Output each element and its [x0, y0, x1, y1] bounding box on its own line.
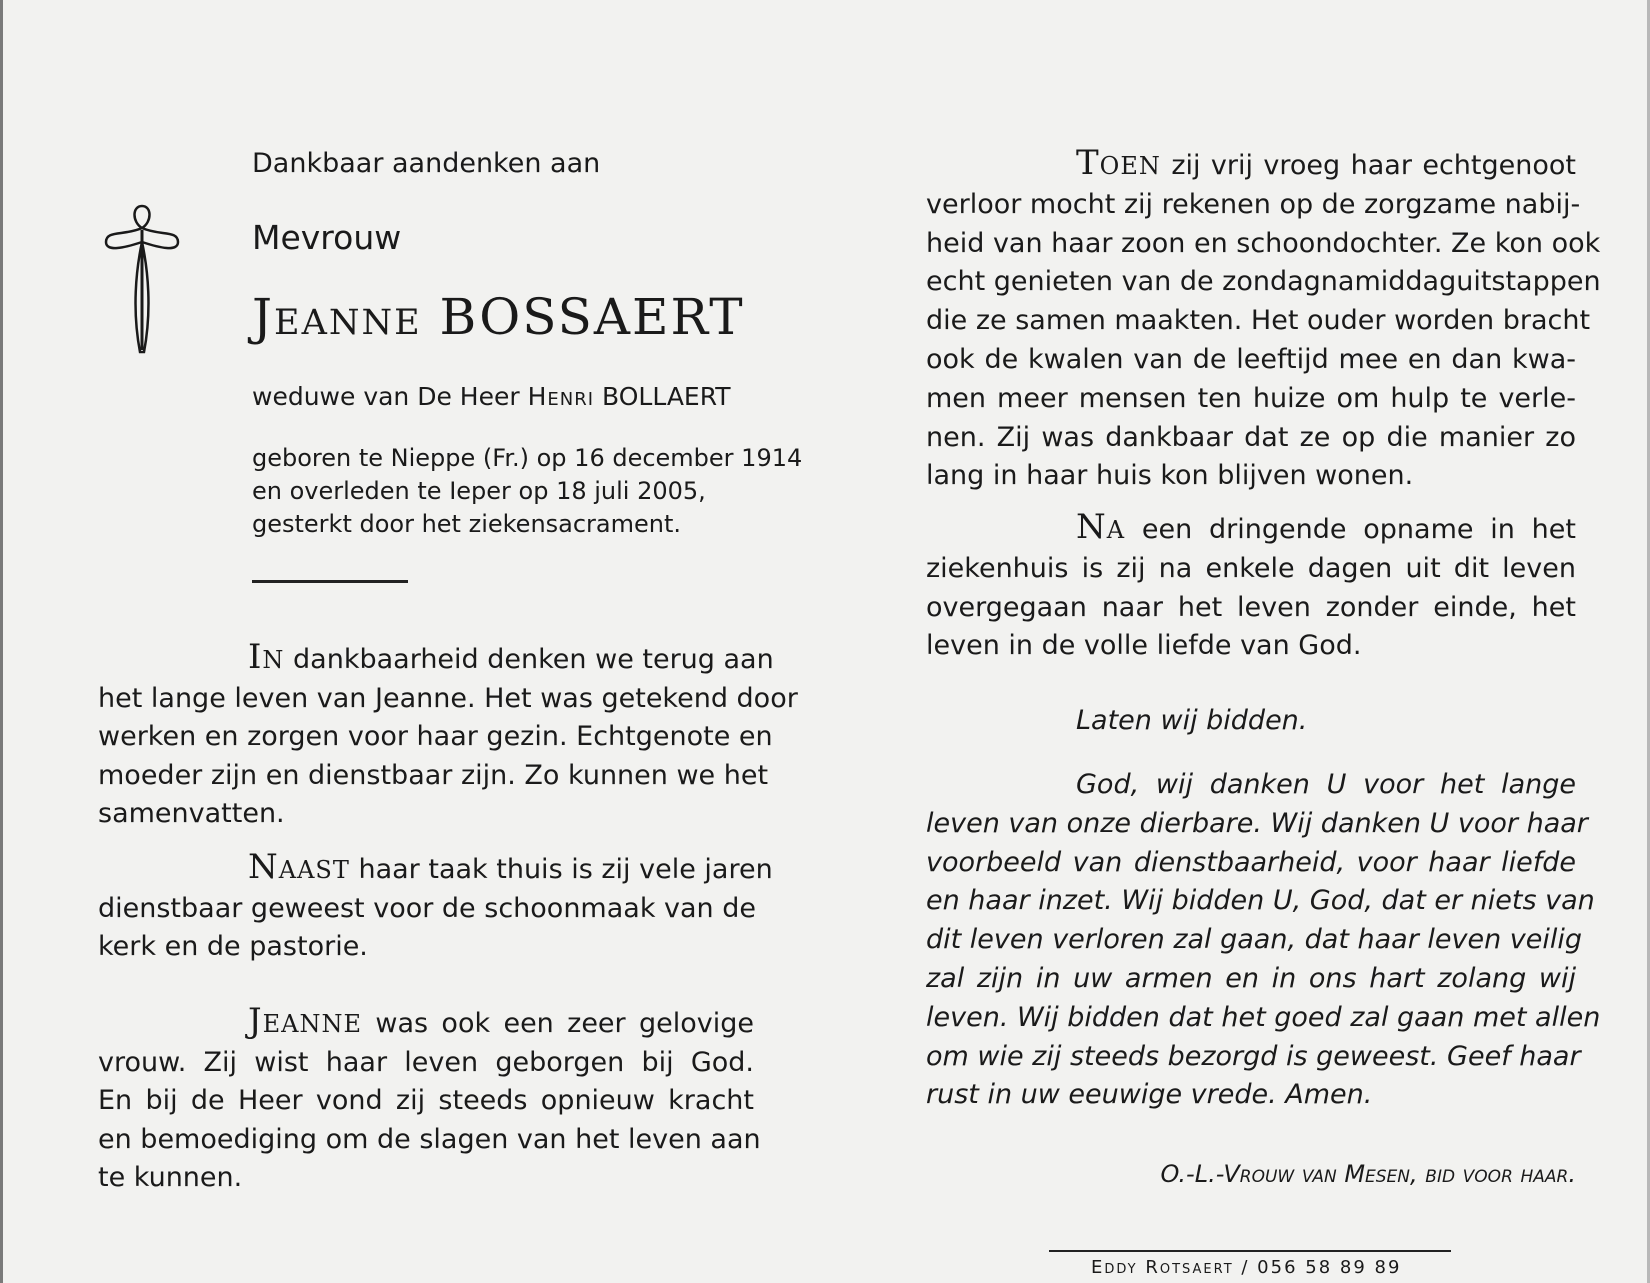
- paragraph-line: En bij de Heer vond zij steeds opnieuw kracht: [98, 1085, 754, 1116]
- paragraph-line: vrouw. Zij wist haar leven geborgen bij God.: [98, 1046, 754, 1078]
- paragraph-passing: [926, 508, 1576, 666]
- prayer-title: Laten wij bidden.: [1076, 705, 1308, 736]
- paragraph-work: [98, 847, 773, 967]
- prayer-line: voorbeeld van dienstbaarheid, voor haar liefde: [926, 846, 1576, 878]
- paragraph-line: overgegaan naar het leven zonder einde, het: [926, 591, 1576, 623]
- drop-word: Naast: [248, 847, 350, 887]
- paragraph-line: Toen zij vrij vroeg haar echtgenoot: [1076, 143, 1576, 183]
- paragraph-line: kerk en de pastorie.: [98, 931, 368, 962]
- birth-death-info: [252, 442, 802, 541]
- paragraph-faith: [98, 1001, 761, 1198]
- cross-icon: [102, 200, 182, 360]
- paragraph-line: ook de kwalen van de leeftijd mee en dan kwa-: [926, 343, 1576, 375]
- paragraph-line: en bemoediging om de slagen van het leven aan: [98, 1123, 761, 1155]
- drop-word: Toen: [1076, 143, 1161, 183]
- paragraph-line: In dankbaarheid denken we terug aan: [248, 637, 774, 677]
- paragraph-line: Na een dringende opname in het: [1076, 507, 1576, 547]
- divider-rule: [252, 580, 408, 583]
- prayer-line: zal zijn in uw armen en in ons hart zolang wij: [926, 962, 1576, 994]
- paragraph-line: samenvatten.: [98, 798, 285, 829]
- paragraph-line: leven in de volle liefde van God.: [926, 630, 1362, 662]
- paragraph-line: lang in haar huis kon blijven wonen.: [926, 460, 1414, 492]
- paragraph-line: heid van haar zoon en schoondochter. Ze kon ook: [926, 227, 1601, 259]
- death-line: en overleden te Ieper op 18 juli 2005,: [252, 477, 706, 505]
- paragraph-line: die ze samen maakten. Het ouder worden bracht: [926, 305, 1591, 337]
- sacrament-line: gesterkt door het ziekensacrament.: [252, 510, 682, 538]
- paragraph-line: echt genieten van de zondagnamiddaguitstappen: [926, 266, 1601, 298]
- printer-credit: Eddy Rotsaert / 056 58 89 89: [1091, 1257, 1402, 1278]
- paragraph-line: Naast haar taak thuis is zij vele jaren: [248, 847, 773, 887]
- title-mevrouw: Mevrouw: [252, 218, 402, 257]
- footer-rule: [1049, 1250, 1451, 1252]
- widow-prefix: weduwe van De Heer: [252, 382, 520, 411]
- drop-word: Jeanne: [248, 1001, 363, 1041]
- scan-edge-left: [0, 0, 3, 1283]
- prayer-line: rust in uw eeuwige vrede. Amen.: [926, 1079, 1373, 1111]
- husband-last-name: BOLLAERT: [602, 382, 731, 411]
- prayer-line: dit leven verloren zal gaan, dat haar leven veilig: [926, 924, 1583, 956]
- paragraph-line: dienstbaar geweest voor de schoonmaak van de: [98, 892, 757, 924]
- paragraph-line: het lange leven van Jeanne. Het was getekend door: [98, 682, 798, 714]
- husband-first-name: Henri: [527, 382, 595, 411]
- paragraph-line: werken en zorgen voor haar gezin. Echtgenote en: [98, 721, 773, 752]
- prayer-line: om wie zij steeds bezorgd is geweest. Geef haar: [926, 1040, 1581, 1072]
- closing-invocation: O.-L.-Vrouw van Mesen, bid voor haar.: [1160, 1160, 1576, 1188]
- birth-line: geboren te Nieppe (Fr.) op 16 december 1914: [252, 444, 803, 472]
- paragraph-line: moeder zijn en dienstbaar zijn. Zo kunnen we het: [98, 759, 769, 791]
- prayer-line: leven. Wij bidden dat het goed zal gaan met allen: [926, 1001, 1601, 1033]
- paragraph-line: Jeanne was ook een zeer gelovige: [248, 1001, 754, 1041]
- intro-text: Dankbaar aandenken aan: [252, 148, 601, 179]
- prayer-line: God, wij danken U voor het lange: [1076, 769, 1576, 800]
- prayer-text: [926, 766, 1601, 1115]
- prayer-line: leven van onze dierbare. Wij danken U voor haar: [926, 807, 1588, 839]
- paragraph-line: men meer mensen ten huize om hulp te verle-: [926, 382, 1576, 414]
- paragraph-line: verloor mocht zij rekenen op de zorgzame nabij-: [926, 188, 1581, 220]
- drop-word: In: [248, 637, 285, 677]
- paragraph-widowhood: [926, 143, 1601, 496]
- prayer-line: en haar inzet. Wij bidden U, God, dat er niets van: [926, 885, 1595, 917]
- paragraph-line: nen. Zij was dankbaar dat ze op die manier zo: [926, 421, 1576, 453]
- paragraph-gratitude: [98, 637, 798, 834]
- drop-word: Na: [1076, 507, 1126, 547]
- widow-line: [252, 382, 731, 411]
- paragraph-line: ziekenhuis is zij na enkele dagen uit dit leven: [926, 552, 1576, 584]
- deceased-name: Jeanne BOSSAERT: [252, 288, 745, 346]
- paragraph-line: te kunnen.: [98, 1162, 243, 1193]
